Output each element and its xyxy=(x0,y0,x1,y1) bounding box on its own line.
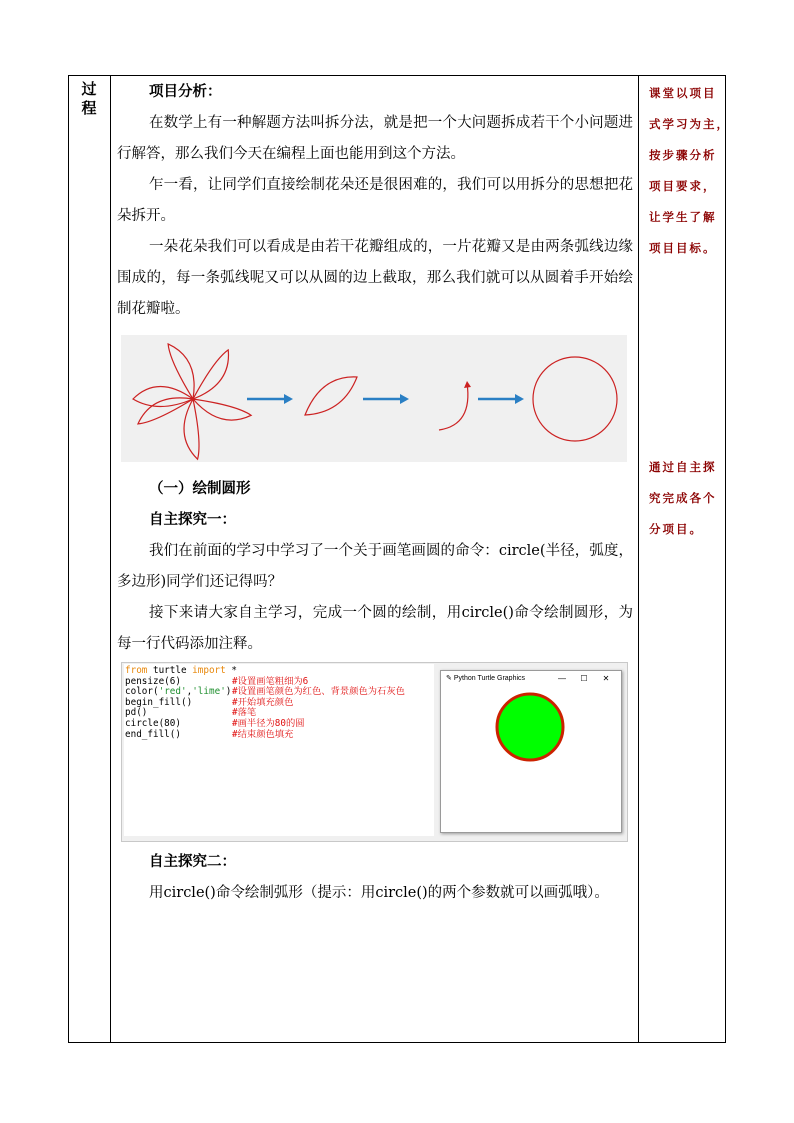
code-screenshot xyxy=(121,662,628,842)
explore-2-text: 用circle()命令绘制弧形（提示：用circle()的两个参数就可以画弧哦）。 xyxy=(149,885,609,901)
explore-1-text-2: 接下来请大家自主学习，完成一个圆的绘制，用circle()命令绘制圆形，为每一行代码添加注释。 xyxy=(117,605,633,652)
explore-1-title: 自主探究一： xyxy=(149,512,236,528)
intro-paragraph-2: 乍一看，让同学们直接绘制花朵还是很困难的，我们可以用拆分的思想把花朵拆开。 xyxy=(117,177,633,224)
note-line: 分项目。 xyxy=(649,522,703,536)
window-title: Python Turtle Graphics xyxy=(453,675,526,682)
arrow-icon xyxy=(478,394,524,404)
arrow-icon xyxy=(363,394,409,404)
intro-paragraph-3: 一朵花朵我们可以看成是由若干花瓣组成的，一片花瓣又是由两条弧线边缘围成的，每一条弧线呢又可以从圆的边上截取，那么我们就可以从圆着手开始绘制花瓣啦。 xyxy=(117,239,633,317)
flower-decomposition-figure xyxy=(121,335,627,462)
minimize-button[interactable]: — xyxy=(558,674,566,683)
window-title-bar xyxy=(441,671,621,687)
feather-icon: ✎ xyxy=(446,675,452,682)
code-editor xyxy=(124,664,434,836)
note-group-2 xyxy=(649,452,721,545)
arrow-icon xyxy=(247,394,293,404)
filled-circle xyxy=(497,694,563,760)
petal-drawing xyxy=(305,377,357,415)
code-line: from turtle import * xyxy=(125,665,237,676)
analysis-heading: 项目分析： xyxy=(149,84,222,100)
flower-drawing xyxy=(133,342,251,459)
note-line: 让学生了解 xyxy=(649,210,717,224)
stage-label-char: 过 xyxy=(81,80,97,98)
explore-2-title: 自主探究二： xyxy=(149,854,236,870)
code-line: begin_fill() #开始填充颜色 xyxy=(125,696,294,708)
code-line: circle(80) #画半径为80的圆 xyxy=(125,717,305,729)
note-line: 按步骤分析 xyxy=(649,148,717,162)
note-line: 课堂以项目 xyxy=(649,86,717,100)
column-divider xyxy=(110,76,111,1042)
code-line: end_fill() #结束颜色填充 xyxy=(125,728,294,740)
maximize-button[interactable]: ☐ xyxy=(580,674,588,683)
section-title-draw-circle: （一）绘制圆形 xyxy=(149,481,251,497)
turtle-canvas xyxy=(441,687,621,832)
turtle-graphics-window xyxy=(440,670,622,833)
code-line: color('red','lime') #设置画笔颜色为红色、背景颜色为石灰色 xyxy=(125,686,405,698)
note-group-1 xyxy=(649,78,730,264)
flower-decomposition-svg xyxy=(121,335,627,462)
stage-label xyxy=(69,76,109,118)
code-line: pd() #落笔 xyxy=(125,707,257,719)
arc-drawing xyxy=(439,381,471,430)
note-line: 项目目标。 xyxy=(649,241,717,255)
note-line: 项目要求， xyxy=(649,179,717,193)
note-line: 究完成各个 xyxy=(649,491,717,505)
lesson-table xyxy=(68,75,730,1043)
code-line: pensize(6) #设置画笔粗细为6 xyxy=(125,675,309,687)
close-button[interactable]: ✕ xyxy=(602,674,610,683)
note-line: 通过自主探 xyxy=(649,460,717,474)
full-circle-drawing xyxy=(533,357,617,441)
column-divider xyxy=(638,76,639,1042)
intro-paragraph-1: 在数学上有一种解题方法叫拆分法，就是把一个大问题拆成若干个小问题进行解答，那么我们今天在编程上面也能用到这个方法。 xyxy=(117,115,633,162)
stage-label-char: 程 xyxy=(81,99,97,117)
explore-1-text: 我们在前面的学习中学习了一个关于画笔画圆的命令：circle(半径，弧度，多边形)同学们还记得吗？ xyxy=(117,543,633,590)
note-line: 式学习为主， xyxy=(649,117,730,131)
